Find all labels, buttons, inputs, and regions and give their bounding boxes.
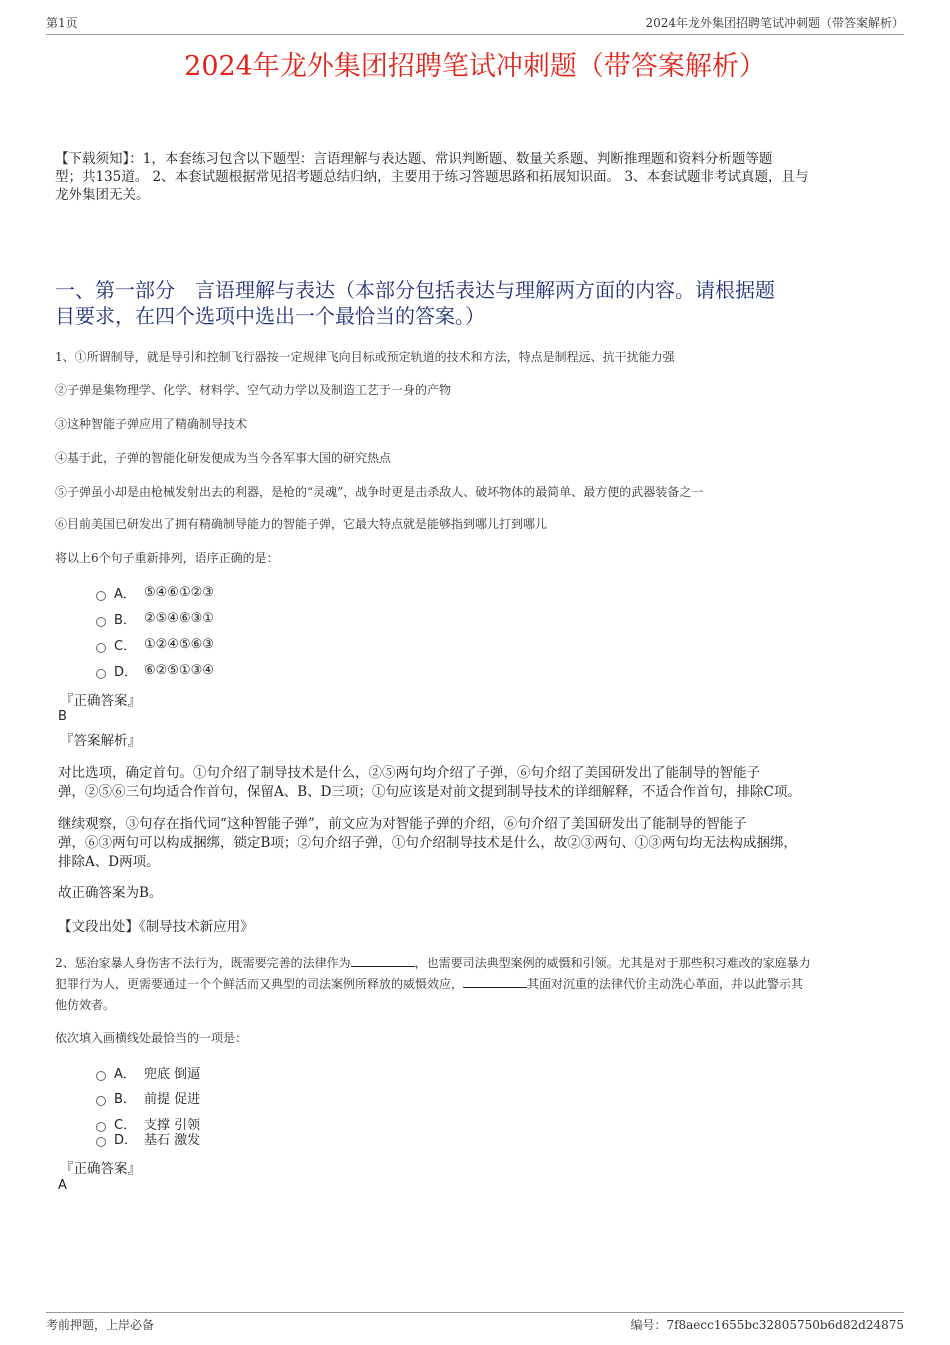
q2-text: ，也需要司法典型案例的威慑和引领。尤其是对于那些积习难改的家庭暴力 (414, 956, 811, 970)
q2-stem-line (55, 974, 905, 995)
q1-answer: B (58, 709, 67, 724)
radio-icon[interactable] (96, 1096, 106, 1106)
q2-answer-label: 『正确答案』 (60, 1161, 141, 1177)
q1-source: 【文段出处】《制导技术新应用》 (58, 919, 254, 935)
page-number: 第1页 (46, 16, 78, 30)
section-heading-line: 一、第一部分 言语理解与表达（本部分包括表达与理解两方面的内容。请根据题 (55, 278, 775, 302)
option-text: ⑤④⑥①②③ (144, 585, 214, 600)
radio-icon[interactable] (96, 669, 106, 679)
option-letter: C． (114, 639, 137, 654)
option-letter: D． (114, 665, 138, 680)
footer-slogan: 考前押题，上岸必备 (46, 1318, 155, 1332)
q1-option-a[interactable] (96, 583, 214, 602)
q2-option-d[interactable] (96, 1129, 200, 1148)
radio-icon[interactable] (96, 1071, 106, 1081)
q2-text: 犯罪行为人，更需要通过一个个鲜活而又典型的司法案例所释放的威慑效应， (55, 977, 464, 991)
q2-stem (55, 953, 905, 1016)
q2-answer: A (58, 1178, 67, 1193)
q1-prompt: 将以上6个句子重新排列，语序正确的是： (55, 551, 279, 565)
explanation-line: 弹，⑥③两句可以构成捆绑，锁定B项；②句介绍子弹，①句介绍制导技术是什么，故②③两句、①③两句均无法构成捆绑， (58, 835, 797, 851)
q1-sentence-1: 1、①所谓制导，就是导引和控制飞行器按一定规律飞向目标或预定轨道的技术和方法，特点是制程远、抗干扰能力强 (55, 350, 675, 364)
q2-option-a[interactable] (96, 1063, 200, 1082)
notice-line: 型；共135道。 2、本套试题根据常见招考题总结归纳，主要用于练习答题思路和拓展知识面。 3、本套试题非考试真题，且与 (55, 169, 809, 185)
option-text: ②⑤④⑥③① (144, 611, 214, 626)
fill-blank (463, 975, 527, 988)
section-heading-line: 目要求，在四个选项中选出一个最恰当的答案。） (55, 304, 485, 328)
header-doc-title: 2024年龙外集团招聘笔试冲刺题（带答案解析） (645, 16, 904, 30)
option-letter: D． (114, 1133, 138, 1148)
radio-icon[interactable] (96, 643, 106, 653)
option-letter: C． (114, 1118, 137, 1133)
q1-sentence-5: ⑤子弹虽小却是由枪械发射出去的利器，是枪的“灵魂”，战争时更是击杀敌人、破坏物体的最简单、最方便的武器装备之一 (55, 485, 704, 499)
notice-line: 【下载须知】：1，本套练习包含以下题型：言语理解与表达题、常识判断题、数量关系题、判断推理题和资料分析题等题 (55, 151, 773, 167)
option-letter: B． (114, 613, 136, 628)
radio-icon[interactable] (96, 617, 106, 627)
q2-stem-line (55, 953, 905, 974)
option-text: 兜底 倒逼 (144, 1067, 201, 1082)
explanation-line: 继续观察，③句存在指代词“这种智能子弹”，前文应为对智能子弹的介绍，⑥句介绍了美国研发出了能制导的智能子 (58, 816, 747, 832)
notice-line: 龙外集团无关。 (55, 187, 150, 203)
q1-option-b[interactable] (96, 609, 214, 628)
q1-sentence-6: ⑥目前美国已研发出了拥有精确制导能力的智能子弹，它最大特点就是能够指到哪儿打到哪儿 (55, 517, 548, 531)
explanation-line: 弹，②⑤⑥三句均适合作首句，保留A、B、D三项；①句应该是对前文提到制导技术的详细解释，不适合作首句，排除C项。 (58, 784, 801, 800)
radio-icon[interactable] (96, 591, 106, 601)
option-letter: A． (114, 587, 136, 602)
option-text: 前提 促进 (144, 1092, 201, 1107)
page-header (46, 14, 904, 35)
q2-text: 其面对沉重的法律代价主动洗心革面，并以此警示其 (527, 977, 804, 991)
q2-stem-line: 他仿效者。 (55, 998, 116, 1012)
fill-blank (351, 954, 415, 967)
q1-explanation-2 (58, 815, 898, 872)
q2-text: 2、惩治家暴人身伤害不法行为，既需要完善的法律作为 (55, 956, 351, 970)
option-text: 支撑 引领 (144, 1118, 201, 1133)
radio-icon[interactable] (96, 1137, 106, 1147)
page-title: 2024年龙外集团招聘笔试冲刺题（带答案解析） (184, 51, 766, 82)
option-letter: A． (114, 1067, 136, 1082)
option-letter: B． (114, 1092, 136, 1107)
q2-option-b[interactable] (96, 1088, 200, 1107)
q1-answer-label: 『正确答案』 (60, 693, 141, 709)
q1-conclusion: 故正确答案为B。 (58, 885, 163, 901)
q1-sentence-4: ④基于此，子弹的智能化研发便成为当今各军事大国的研究热点 (55, 451, 392, 465)
download-notice (55, 150, 900, 204)
q1-analysis-label: 『答案解析』 (60, 733, 141, 749)
footer-doc-id: 编号：7f8aecc1655bc32805750b6d82d24875 (630, 1318, 904, 1332)
explanation-line: 对比选项，确定首句。①句介绍了制导技术是什么，②⑤两句均介绍了子弹，⑥句介绍了美国研发出了能制导的智能子 (58, 765, 760, 781)
q2-prompt: 依次填入画横线处最恰当的一项是： (55, 1031, 248, 1045)
q1-sentence-2: ②子弹是集物理学、化学、材料学、空气动力学以及制造工艺于一身的产物 (55, 383, 452, 397)
q1-sentence-3: ③这种智能子弹应用了精确制导技术 (55, 417, 248, 431)
q1-explanation-1 (58, 764, 898, 802)
option-text: ⑥②⑤①③④ (144, 663, 214, 678)
q1-option-c[interactable] (96, 635, 214, 654)
option-text: ①②④⑤⑥③ (144, 637, 214, 652)
section-heading (55, 277, 905, 329)
q1-option-d[interactable] (96, 661, 214, 680)
explanation-line: 排除A、D两项。 (58, 854, 160, 870)
option-text: 基石 激发 (144, 1133, 201, 1148)
page-footer (46, 1312, 904, 1332)
